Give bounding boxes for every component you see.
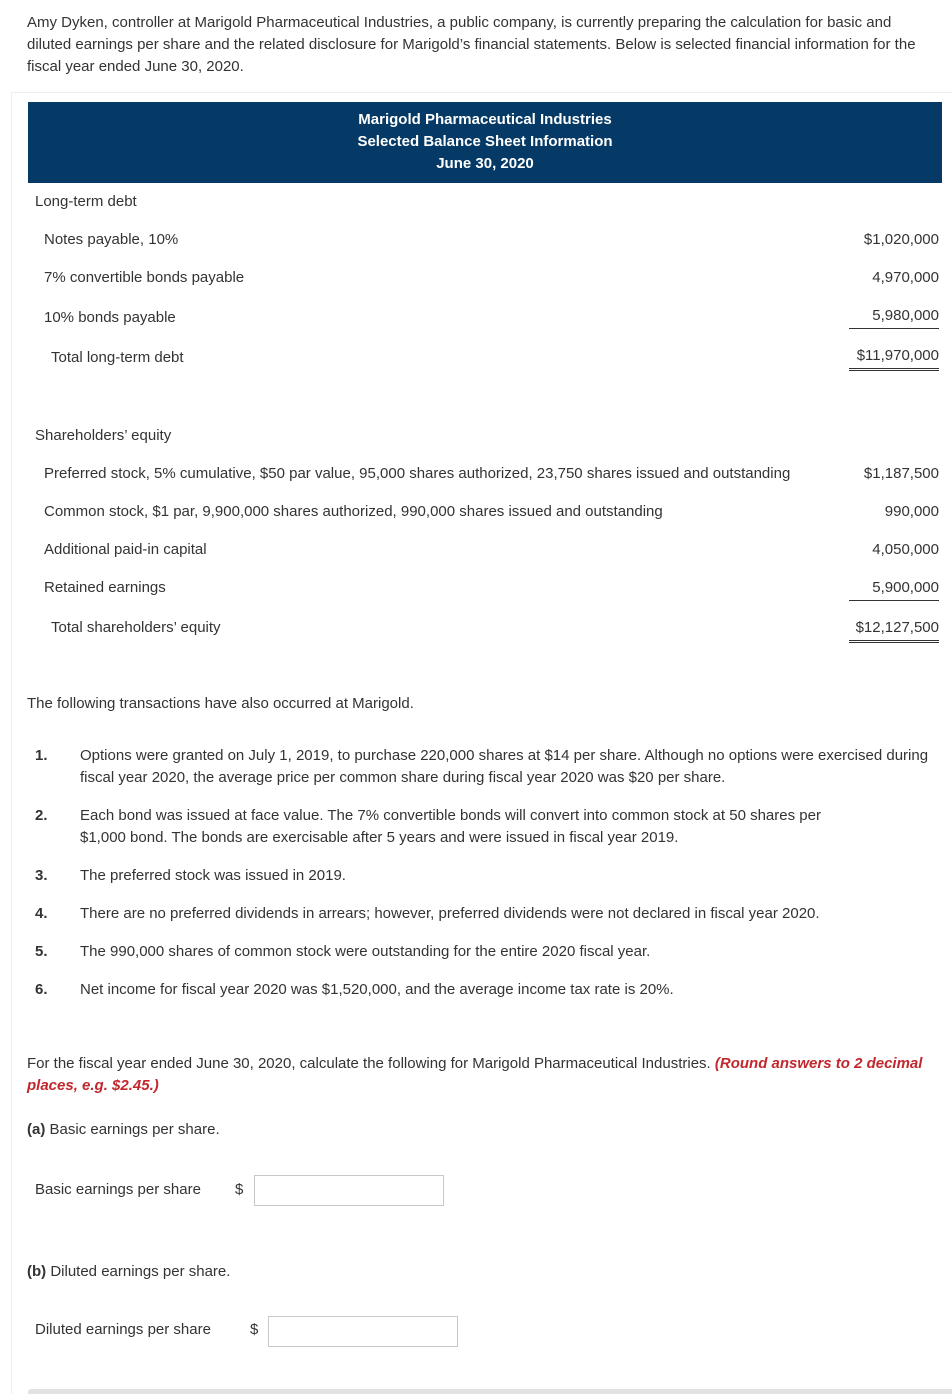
row-label-apic: Additional paid-in capital xyxy=(44,541,207,558)
transaction-text: There are no preferred dividends in arrears; however, preferred dividends were not declared in fiscal year 2020. xyxy=(80,905,820,922)
transaction-number: 1. xyxy=(35,747,48,764)
transactions-intro: The following transactions have also occurred at Marigold. xyxy=(27,695,414,712)
transaction-text: The 990,000 shares of common stock were outstanding for the entire 2020 fiscal year. xyxy=(80,943,651,960)
row-amount-common-stock: 990,000 xyxy=(884,503,939,520)
row-amount-bonds-payable: 5,980,000 xyxy=(849,306,939,329)
transaction-number: 3. xyxy=(35,867,48,884)
row-amount-retained-earnings: 5,900,000 xyxy=(849,578,939,601)
row-label-common-stock: Common stock, $1 par, 9,900,000 shares authorized, 990,000 shares issued and outstanding xyxy=(44,503,663,520)
part-a-prompt-text: Basic earnings per share. xyxy=(49,1121,220,1138)
row-label-bonds-payable: 10% bonds payable xyxy=(44,309,176,326)
panel-left-border xyxy=(11,92,12,1394)
transaction-number: 4. xyxy=(35,905,48,922)
row-label-retained-earnings: Retained earnings xyxy=(44,579,166,596)
transaction-number: 5. xyxy=(35,943,48,960)
transaction-text: Each bond was issued at face value. The 7% convertible bonds will convert into common stock at 50 shares per $1,000 bond. The bonds are exercisable after 5 years and were issued in fiscal year 2019. xyxy=(80,807,821,846)
total-long-term-debt-amount: $11,970,000 xyxy=(849,346,939,371)
table-header-company: Marigold Pharmaceutical Industries xyxy=(358,111,612,128)
transaction-text: Net income for fiscal year 2020 was $1,520,000, and the average income tax rate is 20%. xyxy=(80,981,674,998)
transaction-text: Options were granted on July 1, 2019, to purchase 220,000 shares at $14 per share. Although no options were exercised during fiscal year 2020, the average price per common share during fiscal year 2020 was $20 per share. xyxy=(80,747,929,786)
transaction-number: 2. xyxy=(35,807,48,824)
next-section-edge xyxy=(28,1389,952,1394)
panel-top-border xyxy=(11,92,952,93)
basic-eps-currency: $ xyxy=(235,1181,244,1198)
table-header xyxy=(28,102,942,183)
basic-eps-label: Basic earnings per share xyxy=(35,1181,201,1198)
row-label-notes-payable: Notes payable, 10% xyxy=(44,231,179,248)
diluted-eps-label: Diluted earnings per share xyxy=(35,1321,211,1338)
table-header-date: June 30, 2020 xyxy=(436,155,534,172)
row-amount-convertible-bonds: 4,970,000 xyxy=(872,269,939,286)
row-amount-apic: 4,050,000 xyxy=(872,541,939,558)
equity-heading: Shareholders’ equity xyxy=(35,427,172,444)
total-equity-wrap xyxy=(849,618,939,643)
total-long-term-debt-wrap xyxy=(849,346,939,371)
part-a-prompt xyxy=(27,1120,220,1140)
row-amount-bonds-payable-wrap xyxy=(849,306,939,329)
basic-eps-input[interactable] xyxy=(254,1175,444,1206)
transaction-text: The preferred stock was issued in 2019. xyxy=(80,867,346,884)
part-a-tag: (a) xyxy=(27,1121,46,1138)
row-amount-preferred-stock: $1,187,500 xyxy=(863,465,939,482)
row-amount-retained-earnings-wrap xyxy=(849,578,939,601)
question-instructions xyxy=(27,1053,942,1097)
table-header-title: Selected Balance Sheet Information xyxy=(357,133,613,150)
row-amount-notes-payable: $1,020,000 xyxy=(863,231,939,248)
row-label-convertible-bonds: 7% convertible bonds payable xyxy=(44,269,245,286)
part-b-prompt-text: Diluted earnings per share. xyxy=(50,1263,231,1280)
part-b-prompt xyxy=(27,1262,230,1282)
question-text: For the fiscal year ended June 30, 2020, calculate the following for Marigold Pharmaceutical Industries. xyxy=(27,1055,711,1072)
rounding-hint: (Round answers to 2 decimal places, e.g. $2.45.) xyxy=(27,1055,923,1094)
total-equity-amount: $12,127,500 xyxy=(849,618,939,643)
total-long-term-debt-label: Total long-term debt xyxy=(51,349,184,366)
diluted-eps-input[interactable] xyxy=(268,1316,458,1347)
transaction-number: 6. xyxy=(35,981,48,998)
long-term-debt-heading: Long-term debt xyxy=(35,193,137,210)
intro-paragraph: Amy Dyken, controller at Marigold Pharmaceutical Industries, a public company, is currently preparing the calculation for basic and diluted earnings per share and the related disclosure for Marigold’s financial statements. Below is selected financial information for the fiscal year ended June 30, 2020. xyxy=(27,14,916,75)
row-label-preferred-stock: Preferred stock, 5% cumulative, $50 par value, 95,000 shares authorized, 23,750 shares issued and outstanding xyxy=(44,465,791,482)
diluted-eps-currency: $ xyxy=(250,1321,259,1338)
part-b-tag: (b) xyxy=(27,1263,47,1280)
total-equity-label: Total shareholders’ equity xyxy=(51,619,221,636)
